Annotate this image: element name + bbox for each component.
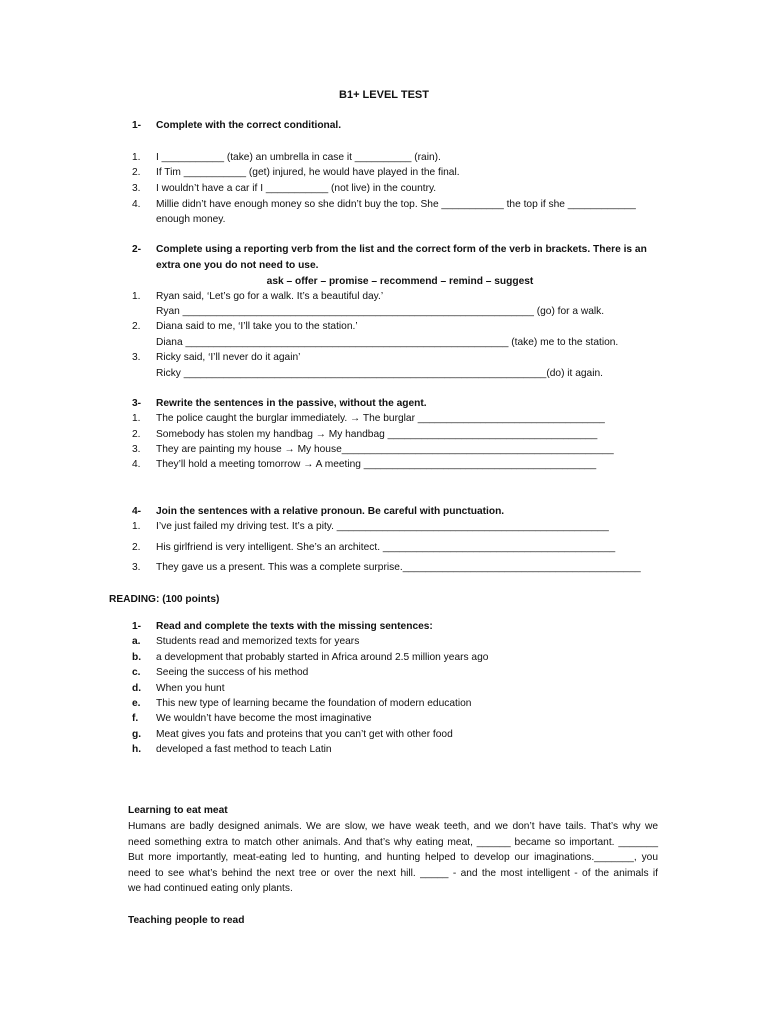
option-text: a development that probably started in Africa around 2.5 million years ago [156,652,489,663]
option-text: Seeing the success of his method [156,667,309,678]
item-text: Millie didn’t have enough money so she didn’t buy the top. She ___________ the top if she ____________ [156,199,636,210]
section-instruction: Rewrite the sentences in the passive, without the agent. [156,398,427,409]
paragraph-line: need to see what’s behind the next tree or over the next hill. _____ - and the most intelligent - of the animals if [128,867,658,879]
item-number: 3. [132,562,141,573]
option-letter: d. [132,683,142,694]
section-number: 4- [132,506,142,517]
option-letter: b. [132,652,142,663]
item-text: Ryan said, ‘Let’s go for a walk. It’s a beautiful day.’ [156,291,384,302]
section-instruction: Complete using a reporting verb from the list and the correct form of the verb in brackets. There is an [156,244,647,255]
section-number: 1- [132,120,142,131]
item-text: Diana said to me, ‘I’ll take you to the station.’ [156,321,358,332]
option-letter: c. [132,667,141,678]
section-number: 1- [132,621,142,632]
reading-text-paragraph [128,819,658,897]
item-number: 3. [132,444,141,455]
reading-text-title: Teaching people to read [128,915,245,926]
option-text: We wouldn’t have become the most imaginative [156,713,372,724]
option-text: Students read and memorized texts for years [156,636,360,647]
paragraph-line: But more importantly, meat-eating led to hunting, and hunting helped to develop our imaginations._______, you [128,852,658,863]
option-letter: a. [132,636,141,647]
item-text: His girlfriend is very intelligent. She’s an architect. _________________________________________ [156,542,616,553]
option-text: When you hunt [156,683,225,694]
paragraph-line: Humans are badly designed animals. We are slow, we have weak teeth, and we don’t have tails. That’s why we [128,821,658,832]
item-number: 1. [132,521,141,532]
item-text: They’ll hold a meeting tomorrow → A meeting _________________________________________ [156,459,597,470]
item-text: I’ve just failed my driving test. It’s a pity. ________________________________________________ [156,521,609,532]
paragraph-line: we had continued eating only plants. [128,883,293,894]
item-number: 3. [132,352,141,363]
item-text: I ___________ (take) an umbrella in case it __________ (rain). [156,152,441,163]
item-number: 4. [132,199,141,210]
paragraph-line: need something extra to match other animals. And that’s why eating meat, ______ became so important. _______ [128,836,658,848]
item-text: Ricky said, ‘I’ll never do it again’ [156,352,301,363]
item-text: If Tim ___________ (get) injured, he would have played in the final. [156,167,460,178]
reading-text-title: Learning to eat meat [128,805,228,816]
item-text: Somebody has stolen my handbag → My handbag _____________________________________ [156,429,598,440]
option-letter: f. [132,713,139,724]
item-number: 1. [132,291,141,302]
item-text: They gave us a present. This was a complete surprise.__________________________________________ [156,562,641,573]
item-number: 2. [132,321,141,332]
item-text: I wouldn’t have a car if I ___________ (not live) in the country. [156,183,437,194]
item-number: 1. [132,413,141,424]
section-instruction: Join the sentences with a relative pronoun. Be careful with punctuation. [156,506,505,517]
section-instruction: Complete with the correct conditional. [156,120,342,131]
option-text: This new type of learning became the foundation of modern education [156,698,472,709]
item-number: 2. [132,429,141,440]
section-instruction: extra one you do not need to use. [156,260,319,271]
option-letter: e. [132,698,141,709]
item-text: enough money. [156,214,226,225]
item-number: 4. [132,459,141,470]
item-number: 3. [132,183,141,194]
item-number: 2. [132,542,141,553]
section-instruction: Read and complete the texts with the missing sentences: [156,621,433,632]
reading-heading: READING: (100 points) [109,594,220,605]
option-text: Meat gives you fats and proteins that you can’t get with other food [156,729,453,740]
option-letter: h. [132,744,142,755]
section-number: 2- [132,244,142,255]
item-text: Ricky ________________________________________________________________(do) it again. [156,368,603,379]
reporting-verb-list: ask – offer – promise – recommend – remind – suggest [266,276,534,287]
option-text: developed a fast method to teach Latin [156,744,332,755]
item-text: They are painting my house → My house________________________________________________ [156,444,614,455]
item-text: Diana _________________________________________________________ (take) me to the station. [156,337,619,348]
item-number: 1. [132,152,141,163]
section-number: 3- [132,398,142,409]
item-text: Ryan ______________________________________________________________ (go) for a walk. [156,306,605,317]
item-number: 2. [132,167,141,178]
item-text: The police caught the burglar immediately. → The burglar _________________________________ [156,413,605,424]
option-letter: g. [132,729,142,740]
page-title: B1+ LEVEL TEST [339,89,429,101]
